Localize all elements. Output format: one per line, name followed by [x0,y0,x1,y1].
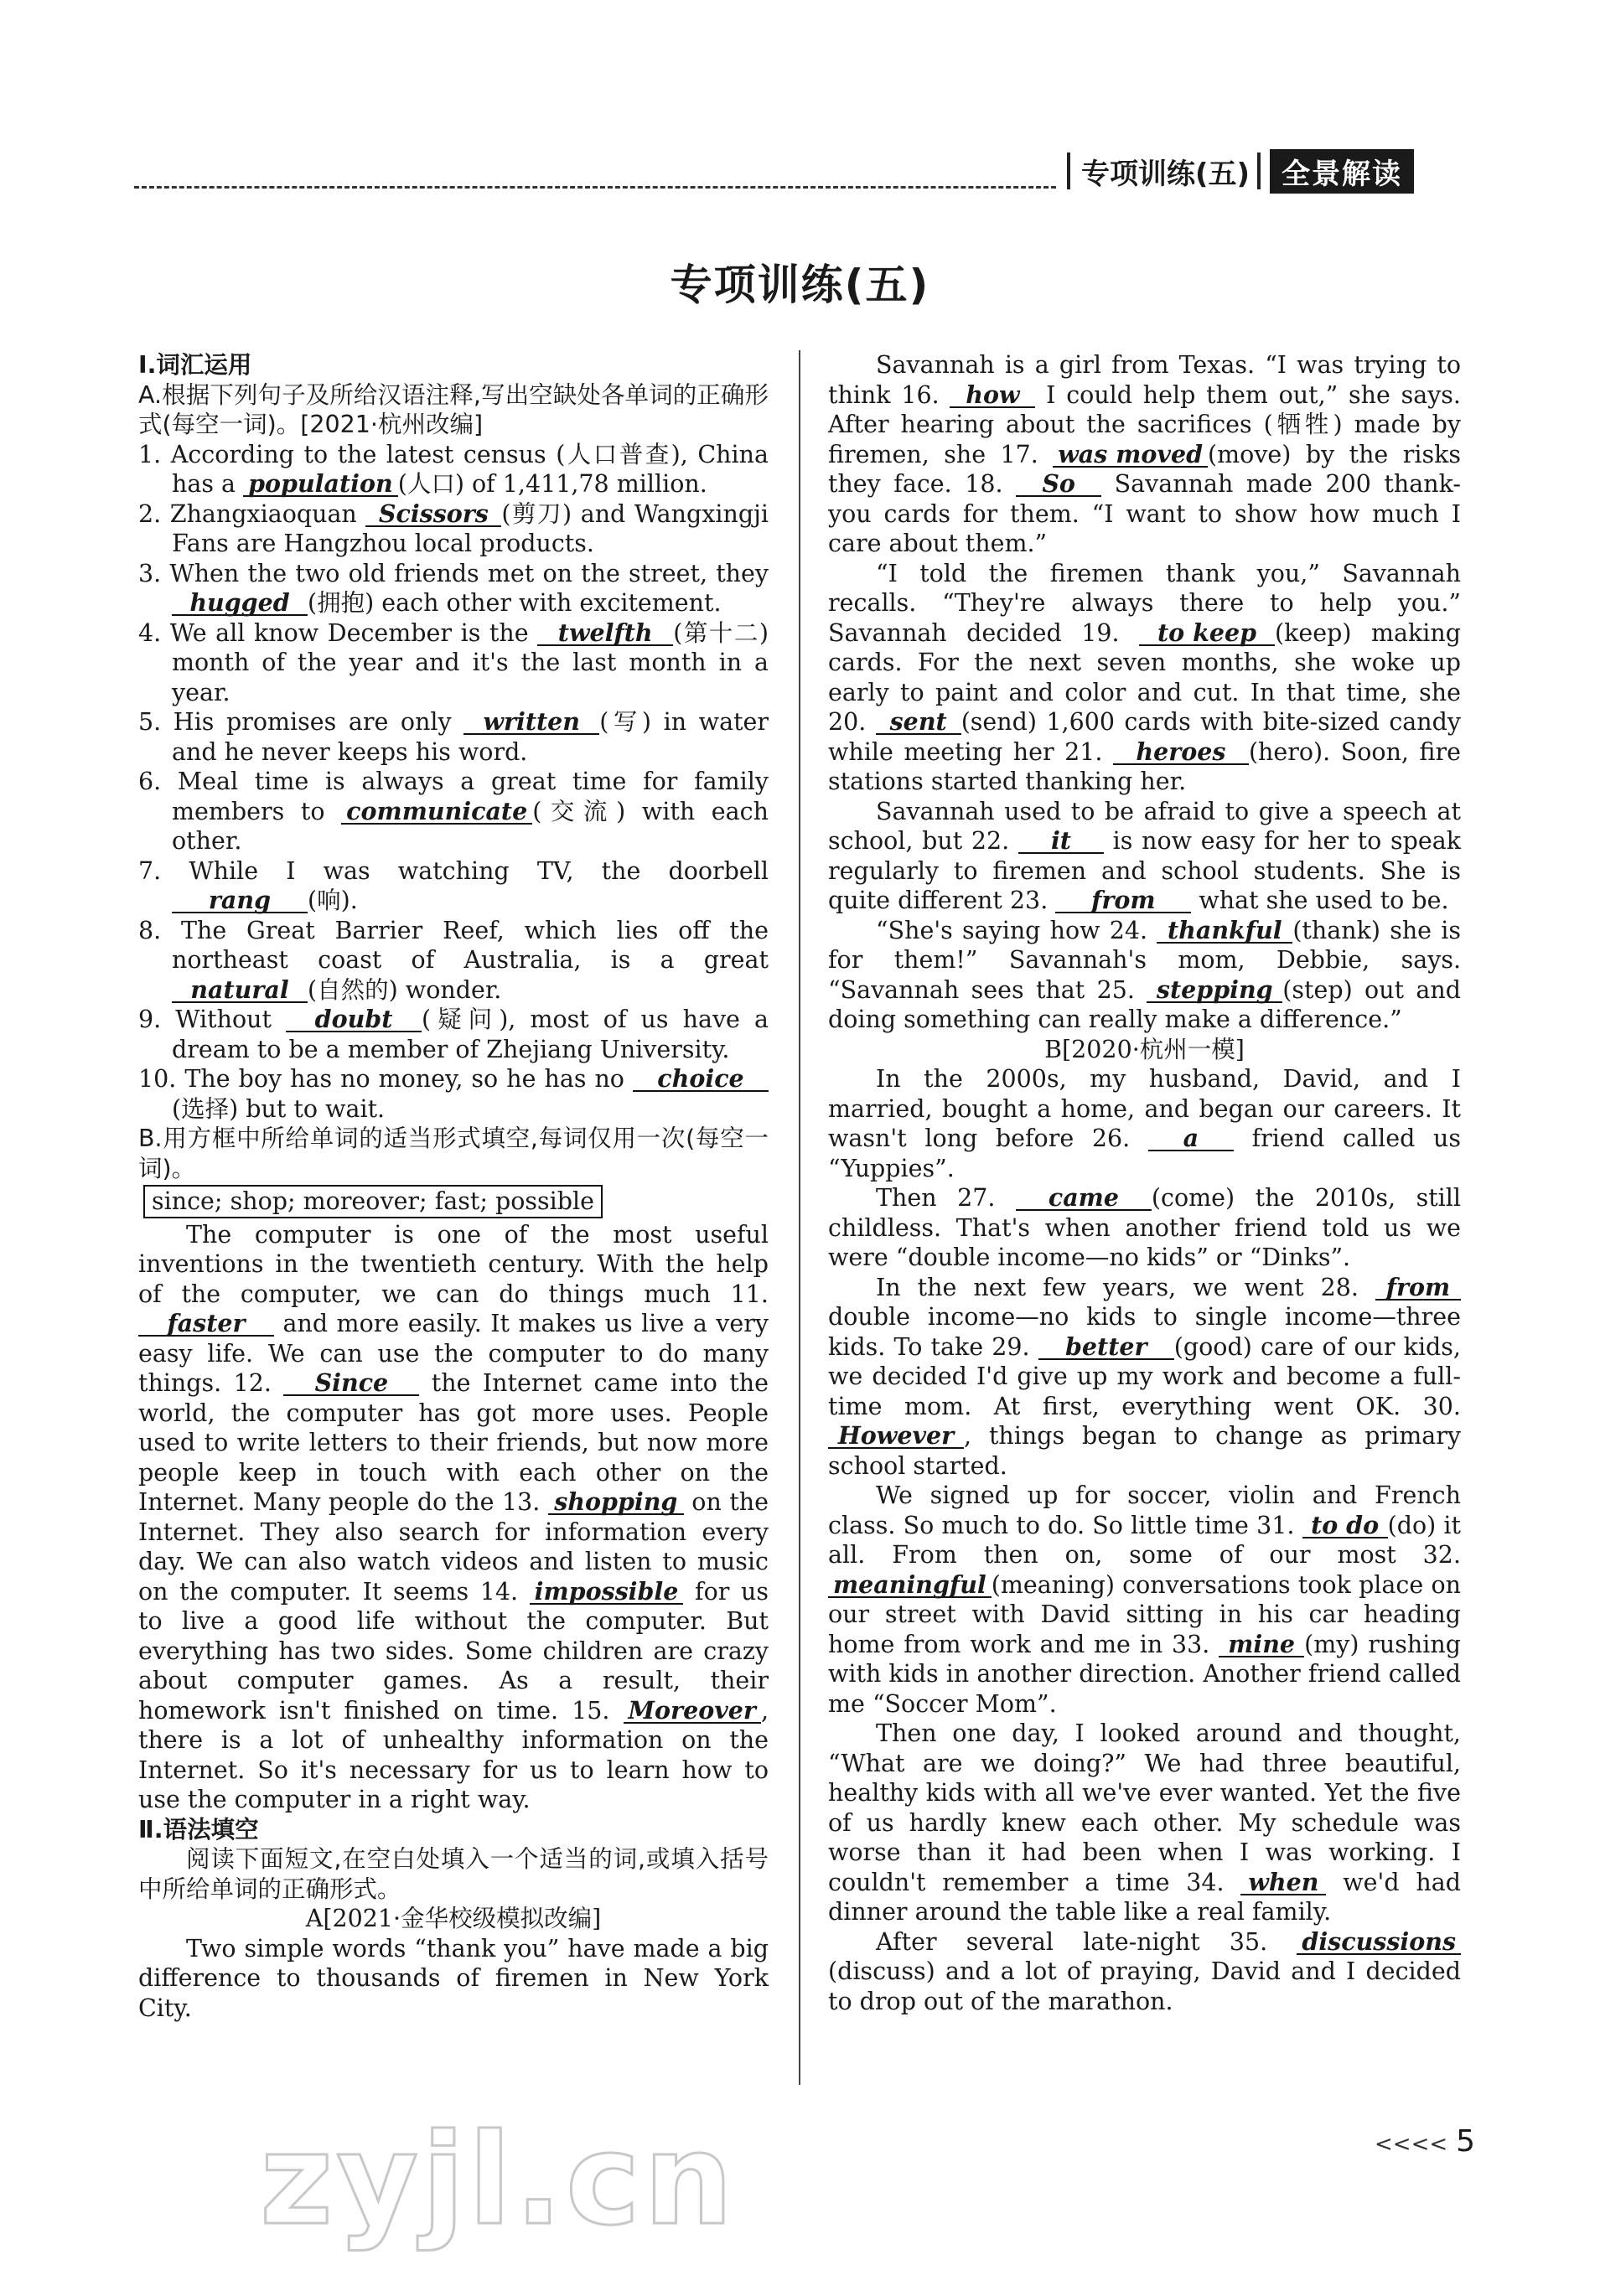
question-item [138,618,769,708]
question-item [138,1005,769,1064]
page-title: 专项训练(五) [670,261,930,309]
answer-blank: was moved [1053,442,1208,468]
passage-text: (meaning) conversations took place on our street with David sitting in his car heading home from work and me in 33. [828,1570,1461,1658]
passage-text: (move) by the risks they face. 18. [828,440,1461,498]
question-text: 9. Without [138,1006,287,1033]
question-text: (疑问), most of us have a dream to be a member of Zhejiang University. [172,1006,769,1063]
header-section-label: 专项训练(五) [1081,158,1250,191]
question-text: (第十二) month of the year and it's the last month in a year. [172,618,769,706]
passage-text: , things began to change as primary school started. [828,1422,1461,1480]
word-box: since; shop; moreover; fast; possible [143,1185,603,1218]
answer-blank: Since [283,1371,419,1396]
passage-paragraph [828,916,1461,1035]
question-text: (选择) but to wait. [172,1094,386,1123]
answer-blank: So [1016,472,1101,497]
passage-paragraph [828,1927,1461,2017]
passage-text: (thank) she is for them!” Savannah's mom, Debbie, says. “Savannah sees that 25. [828,916,1461,1004]
answer-blank: heroes [1113,740,1249,765]
part-a-instruction: A.根据下列句子及所给汉语注释,写出空缺处各单词的正确形式(每空一词)。[2021·杭州改编] [138,380,769,438]
question-text: (人口) of 1,411,78 million. [397,470,707,498]
answer-blank: better [1038,1335,1174,1360]
question-item [138,440,769,499]
page-number: 5 [1456,2124,1476,2159]
question-text: 1. According to the latest census (人口普查), China has a [138,440,769,498]
passage-paragraph [828,559,1461,797]
passage-text: is now easy for her to speak regularly to firemen and school students. She is quite different 23. [828,827,1461,914]
answer-blank: when [1240,1870,1326,1895]
passage-text: “I told the firemen thank you,” Savannah recalls. “They're always there to help you.” Savannah decided 19. [828,559,1461,647]
answer-blank: Moreover [624,1699,761,1724]
passage-text: (send) 1,600 cards with bite-sized candy while meeting her 21. [828,708,1461,766]
passage-text: Savannah is a girl from Texas. “I was trying to think 16. [828,351,1461,409]
passage-text: We signed up for soccer, violin and French class. So much to do. So little time 31. [828,1482,1461,1539]
answer-blank: written [463,710,599,735]
section-instruction: 阅读下面短文,在空白处填入一个适当的词,或填入括号中所给单词的正确形式。 [138,1845,769,1903]
passage-text: on the Internet. They also search for information every day. We can also watch videos and listen to music on the computer. It seems 14. [138,1488,769,1606]
passage-text: In the 2000s, my husband, David, and I married, bought a home, and began our careers. It wasn't long before 26. [828,1065,1461,1152]
passage-text: we'd had dinner around the table like a real family. [828,1868,1461,1926]
header-badge: 全景解读 [1270,149,1414,194]
left-column [138,350,769,2023]
passage-source: B[2020·杭州一模] [1044,1035,1245,1063]
watermark: zyjl.cn [260,2107,737,2253]
question-text: 3. When the two old friends met on the street, they [138,559,769,587]
section-heading: Ⅱ.语法填空 [138,1815,259,1844]
column-divider [799,350,800,2085]
question-text: (剪刀) and Wangxingji Fans are Hangzhou local products. [172,499,769,557]
passage-text: double income—no kids to single income—three kids. To take 29. [828,1303,1461,1361]
passage-text: the Internet came into the world, the computer has got more uses. People used to write letters to their friends, but now more people keep in touch with each other on the Internet. Many people do the 13. [138,1369,769,1516]
question-text: (写) in water and he never keeps his word. [172,708,769,766]
answer-blank: communicate [341,799,532,825]
header-divider [1067,153,1070,189]
passage-text: After several late-night 35. [876,1927,1297,1956]
header-dashed-rule [134,186,1056,189]
answer-blank: mine [1219,1632,1304,1657]
passage-text: for us to live a good life without the computer. But everything has two sides. Some children are crazy about computer games. As a result, their homework isn't finished on time. 15. [138,1577,769,1725]
question-text: (响). [308,887,358,914]
answer-blank: faster [138,1311,274,1337]
passage-paragraph [828,797,1461,916]
answer-blank: came [1016,1186,1152,1211]
header-divider [1257,153,1261,189]
answer-blank: thankful [1157,918,1292,944]
answer-blank: population [243,472,398,497]
answer-blank: twelfth [537,621,673,646]
question-text: 5. His promises are only [138,708,464,736]
question-text: 6. Meal time is always a great time for family members to [138,768,769,825]
question-item [138,559,769,618]
question-item [138,916,769,1006]
question-item [138,707,769,767]
answer-blank: from [1055,888,1191,913]
answer-blank: a [1148,1126,1234,1151]
passage-text: and more easily. It makes us live a very easy life. We can use the computer to do many things. 12. [138,1310,769,1397]
passage-text: (keep) making cards. For the next seven months, she woke up early to paint and color and cut. In that time, she 20. [828,618,1461,736]
passage-text: The computer is one of the most useful inventions in the twentieth century. With the help of the computer, we can do things much 11. [138,1220,769,1308]
part-b-instruction: B.用方框中所给单词的适当形式填空,每词仅用一次(每空一词)。 [138,1125,769,1182]
question-text: 2. Zhangxiaoquan [138,499,366,528]
question-text: 10. The boy has no money, so he has no [138,1065,633,1093]
page-number-block [1375,2124,1475,2159]
passage-text: I could help them out,” she says. After hearing about the sacrifices (牺牲) made by firemen, she 17. [828,380,1461,468]
question-item [138,856,769,916]
passage-text: what she used to be. [1191,887,1449,914]
page-arrows-icon: <<<< [1375,2132,1448,2157]
answer-blank: hugged [172,591,308,616]
passage-paragraph [138,1220,769,1815]
answer-blank: meaningful [828,1573,992,1598]
passage-text: (my) rushing with kids in another direction. Another friend called me “Soccer Mom”. [828,1630,1461,1718]
answer-blank: to keep [1139,621,1275,646]
answer-blank: sent [876,710,961,735]
word-box-row [138,1183,769,1220]
right-column [828,350,1461,2016]
passage-paragraph [828,350,1461,559]
question-text: (交流) with each other. [172,797,769,855]
passage-paragraph [828,1273,1461,1482]
question-item [138,767,769,856]
page-header [134,149,1467,199]
passage-text: (step) out and doing something can really make a difference.” [828,975,1461,1033]
question-text: 8. The Great Barrier Reef, which lies off the northeast coast of Australia, is a great [138,916,769,974]
question-text: 7. While I was watching TV, the doorbell [138,856,769,885]
question-item [138,1064,769,1124]
answer-blank: stepping [1147,978,1282,1003]
passage-text: , there is a lot of unhealthy information on the Internet. So it's necessary for us to learn how to use the computer in a right way. [138,1696,769,1813]
passage-paragraph [828,1481,1461,1719]
question-text: (拥抱) each other with excitement. [308,589,722,617]
answer-blank: discussions [1297,1930,1461,1955]
passage-text: In the next few years, we went 28. [876,1273,1375,1301]
section-heading: Ⅰ.词汇运用 [138,351,252,379]
question-text: 4. We all know December is the [138,618,538,647]
passage-text: friend called us “Yuppies”. [828,1125,1461,1182]
answer-blank: choice [633,1067,769,1092]
passage-source: A[2021·金华校级模拟改编] [305,1905,602,1932]
passage-text: (good) care of our kids, we decided I'd give up my work and become a full-time mom. At first, everything went OK. 30. [828,1332,1461,1420]
answer-blank: doubt [286,1007,422,1032]
answer-blank: to do [1302,1513,1388,1538]
question-item [138,499,769,559]
passage-text: Savannah made 200 thank-you cards for them. “I want to show how much I care about them.” [828,470,1461,557]
passage-text: “She's saying how 24. [876,916,1157,944]
passage-text: Then one day, I looked around and thought, “What are we doing?” We had three beautiful, healthy kids with all we've ever wanted. Yet the five of us hardly knew each other. My schedule was worse than it had been when I was working. I couldn't remember a time 34. [828,1719,1461,1896]
passage-text: (hero). Soon, fire stations started thanking her. [828,737,1461,795]
answer-blank: from [1375,1275,1461,1301]
answer-blank: how [950,383,1035,408]
answer-blank: it [1018,829,1104,854]
passage-paragraph [828,1064,1461,1183]
passage-text: Savannah used to be afraid to give a speech at school, but 22. [828,797,1461,855]
passage-paragraph [828,1183,1461,1273]
answer-blank: However [828,1424,964,1449]
passage-text: (come) the 2010s, still childless. That's when another friend told us we were “double income—no kids” or “Dinks”. [828,1184,1461,1271]
passage-paragraph [828,1719,1461,1927]
answer-blank: shopping [548,1490,684,1515]
passage-text: (do) it all. From then on, some of our most 32. [828,1511,1461,1569]
passage-text: Then 27. [876,1184,1016,1212]
question-text: (自然的) wonder. [308,975,502,1004]
answer-blank: rang [172,888,308,913]
answer-blank: Scissors [365,502,501,527]
answer-blank: impossible [530,1580,684,1605]
passage-text: (discuss) and a lot of praying, David and I decided to drop out of the marathon. [828,1957,1461,2015]
answer-blank: natural [172,978,308,1003]
passage-paragraph: Two simple words “thank you” have made a big difference to thousands of firemen in New York City. [138,1934,769,2022]
